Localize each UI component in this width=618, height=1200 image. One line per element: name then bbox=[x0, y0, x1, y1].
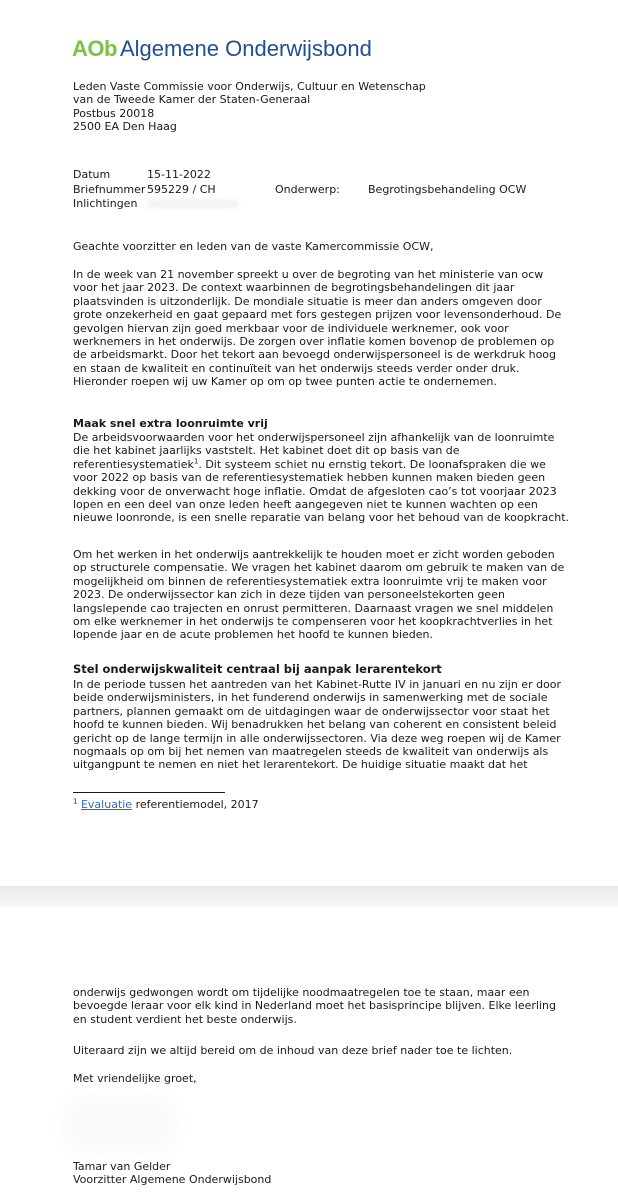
text-line: gevolgen hiervan zijn goed merkbaar voor de individuele werknemer, ook voor bbox=[73, 321, 509, 335]
footnote-divider bbox=[73, 792, 225, 793]
text-line: dekking voor de onverwacht hoge inflatie. Omdat de afgesloten cao’s tot voorjaar 2023 bbox=[73, 484, 557, 498]
onderwerp-value: Begrotingsbehandeling OCW bbox=[368, 183, 527, 196]
address-line: Leden Vaste Commissie voor Onderwijs, Cultuur en Wetenschap bbox=[73, 80, 426, 93]
text-line: hoofd te kunnen bieden. Wij benadrukken het belang van coherent en consistent beleid bbox=[73, 718, 557, 732]
section-heading: Maak snel extra loonruimte vrij bbox=[73, 417, 268, 430]
letter-page-2 bbox=[0, 906, 618, 1200]
onderwerp-label: Onderwerp: bbox=[275, 183, 340, 196]
text-line: beide onderwijsministers, in het funderend onderwijs in samenwerking met de sociale bbox=[73, 691, 548, 705]
text-line: lopen en een deel van onze leden heeft aangegeven niet te kunnen wachten op een bbox=[73, 498, 538, 512]
text-line: werknemers in het onderwijs. De zorgen over inflatie komen bovenop de problemen op bbox=[73, 335, 555, 349]
salutation: Geachte voorzitter en leden van de vaste Kamercommissie OCW, bbox=[73, 240, 434, 253]
section1-paragraph2 bbox=[73, 548, 564, 642]
text-line: de arbeidsmarkt. Door het tekort aan bevoegd onderwijspersoneel is de werkdruk hoog bbox=[73, 348, 557, 362]
text-line: om elke werknemer in het onderwijs te compenseren voor het koopkrachtverlies in het bbox=[73, 615, 553, 629]
address-line: 2500 EA Den Haag bbox=[73, 120, 177, 134]
text-line: nieuwe loonronde, is een snelle reparatie van belang voor het behoud van de koopkracht. bbox=[73, 511, 570, 525]
text-line: mogelijkheid om binnen de referentiesystematiek extra loonruimte vrij te maken voor bbox=[73, 574, 547, 588]
logo-mark: AOb bbox=[72, 36, 117, 61]
text-line: In de week van 21 november spreekt u over de begroting van het ministerie van ocw bbox=[73, 268, 544, 281]
text-line: De arbeidsvoorwaarden voor het onderwijspersoneel zijn afhankelijk van de loonruimte bbox=[73, 431, 555, 444]
text-line: lopende jaar en de acute problemen het hoofd te kunnen bieden. bbox=[73, 628, 433, 642]
signatory-name: Tamar van Gelder bbox=[73, 1160, 171, 1173]
address-line: van de Tweede Kamer der Staten-Generaal bbox=[73, 93, 311, 107]
footnote bbox=[73, 798, 259, 811]
recipient-address bbox=[73, 80, 426, 134]
address-line: Postbus 20018 bbox=[73, 106, 155, 120]
intro-paragraph bbox=[73, 268, 561, 389]
text-line: op structurele compensatie. We vragen het kabinet daarom om gebruik te maken van de bbox=[73, 561, 565, 575]
ref-term-tail: . Dit systeem schiet nu ernstig tekort. De loonafspraken die we bbox=[198, 457, 546, 471]
logo-name: Algemene Onderwijsbond bbox=[119, 36, 372, 61]
briefnummer-value: 595229 / CH bbox=[147, 183, 216, 196]
datum-label: Datum bbox=[73, 168, 111, 181]
greeting: Met vriendelijke groet, bbox=[73, 1072, 197, 1085]
continuation-paragraph bbox=[73, 986, 556, 1026]
briefnummer-label: Briefnummer bbox=[73, 183, 146, 196]
page-separator bbox=[0, 886, 618, 906]
footnote-number: 1 bbox=[73, 797, 78, 806]
text-line: 2023. De onderwijssector kan zich in deze tijden van personeelstekorten geen bbox=[73, 588, 505, 602]
text-line: Om het werken in het onderwijs aantrekkelijk te houden moet er zicht worden geboden bbox=[73, 548, 555, 561]
closing-paragraph: Uiteraard zijn we altijd bereid om de inhoud van deze brief nader toe te lichten. bbox=[73, 1044, 513, 1057]
aob-logo bbox=[72, 36, 372, 62]
text-line: nogmaals op om bij het nemen van maatregelen steeds de kwaliteit van onderwijs als bbox=[73, 745, 549, 759]
text-line: en staan de kwaliteit en continuïteit van het onderwijs steeds verder onder druk. bbox=[73, 361, 520, 375]
text-line: plaatsvinden is uitzonderlijk. De mondiale situatie is meer dan anders omgeven door bbox=[73, 294, 542, 308]
datum-value: 15-11-2022 bbox=[147, 168, 211, 181]
footnote-mark: 1 bbox=[193, 457, 199, 466]
text-line: grote onzekerheid en gaat gepaard met fors gestegen prijzen voor levensonderhoud. De bbox=[73, 308, 562, 322]
section1-paragraph1 bbox=[73, 431, 569, 525]
text-line: voor het jaar 2023. De context waarbinnen de begrotingsbehandelingen dit jaar bbox=[73, 281, 515, 295]
inlichtingen-label: Inlichtingen bbox=[73, 197, 138, 210]
text-line: bevoegde leraar voor elk kind in Nederland moet het basisprincipe blijven. Elke leerling bbox=[73, 999, 556, 1013]
evaluatie-link[interactable]: Evaluatie bbox=[80, 798, 133, 811]
section2-paragraph1 bbox=[73, 678, 561, 772]
text-line: die het kabinet jaarlijks vaststelt. Het kabinet doet dit op basis van de bbox=[73, 444, 460, 458]
text-line bbox=[73, 458, 569, 471]
text-line: Hieronder roepen wij uw Kamer op om op twee punten actie te ondernemen. bbox=[73, 375, 497, 389]
text-line: en student verdient het beste onderwijs. bbox=[73, 1012, 297, 1026]
signatory-title: Voorzitter Algemene Onderwijsbond bbox=[73, 1173, 272, 1186]
signature-redacted bbox=[60, 1094, 180, 1154]
inlichtingen-redacted bbox=[147, 199, 239, 212]
footnote-text: referentiemodel, 2017 bbox=[132, 798, 259, 811]
section-heading: Stel onderwijskwaliteit centraal bij aanpak lerarentekort bbox=[73, 662, 442, 676]
text-line: onderwijs gedwongen wordt om tijdelijke noodmaatregelen toe te staan, maar een bbox=[73, 986, 530, 999]
text-line: partners, plannen gemaakt om de uitdagingen waar de onderwijssector voor staat het bbox=[73, 704, 550, 718]
text-line: In de periode tussen het aantreden van het Kabinet-Rutte IV in januari en nu zijn er door bbox=[73, 678, 562, 691]
text-line: uitgangpunt te nemen en niet het lerarentekort. De huidige situatie maakt dat het bbox=[73, 758, 528, 772]
text-line: langslepende cao trajecten en onrust permitteren. Daarnaast vragen we snel middelen bbox=[73, 601, 554, 615]
text-line: voor 2022 op basis van de referentiesystematiek hebben kunnen maken bieden geen bbox=[73, 471, 546, 485]
text-line: gericht op de lange termijn in alle onderwijssectoren. Via deze weg roepen wij de Kamer bbox=[73, 731, 561, 745]
ref-term: referentiesystematiek bbox=[73, 457, 194, 471]
